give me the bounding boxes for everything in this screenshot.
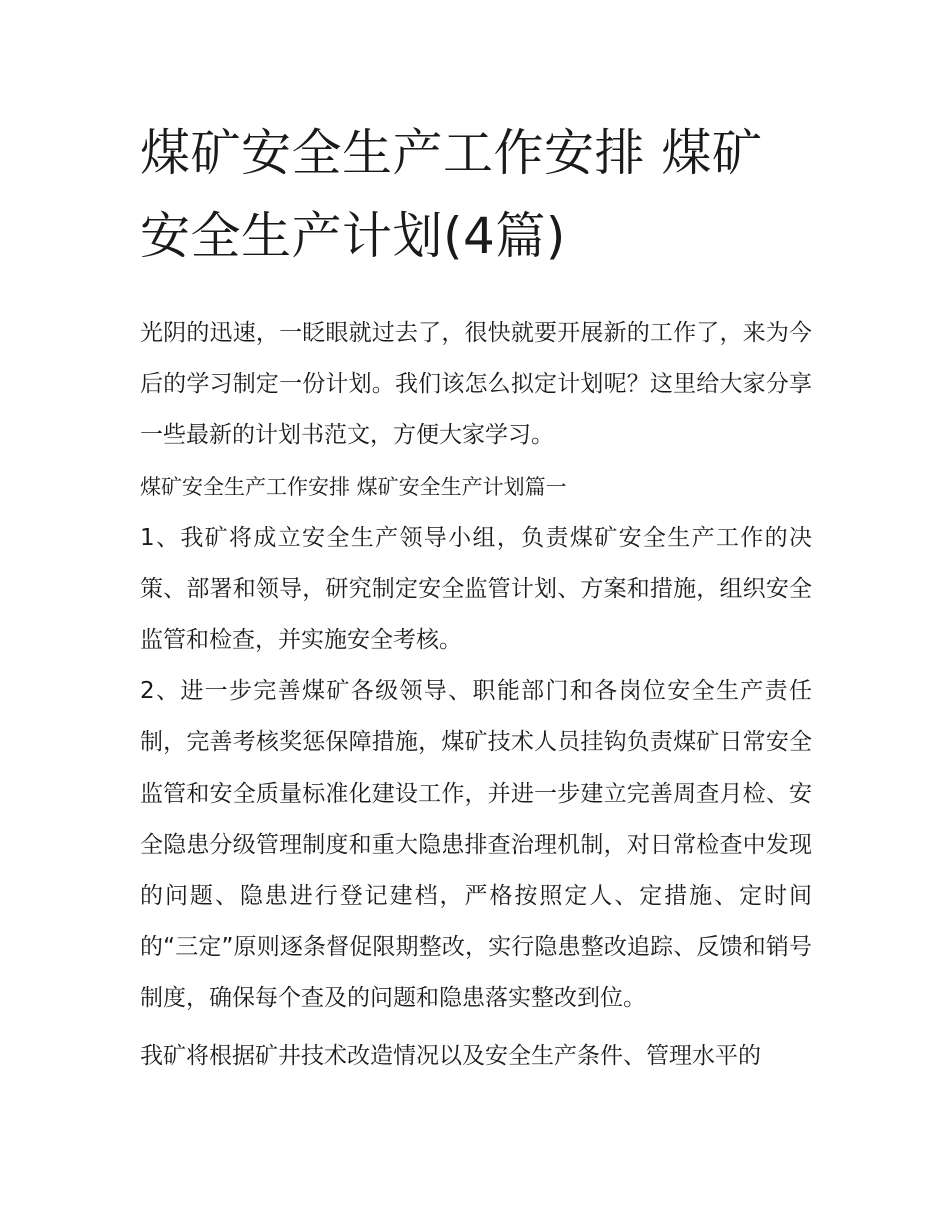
document-body xyxy=(140,112,812,1082)
paragraph-item-2: 2、进一步完善煤矿各级领导、职能部门和各岗位安全生产责任制，完善考核奖惩保障措施，煤矿技术人员挂钩负责煤矿日常安全监管和安全质量标准化建设工作，并进一步建立完善周查月检、安全隐患分级管理制度和重大隐患排查治理机制，对日常检查中发现的问题、隐患进行登记建档，严格按照定人、定措施、定时间的“三定”原则逐条督促限期整改，实行隐患整改追踪、反馈和销号制度，确保每个查及的问题和隐患落实整改到位。 xyxy=(140,678,812,1012)
paragraph-continuation: 我矿将根据矿井技术改造情况以及安全生产条件、管理水平的 xyxy=(140,1042,761,1069)
intro-paragraph: 光阴的迅速，一眨眼就过去了，很快就要开展新的工作了，来为今后的学习制定一份计划。我们该怎么拟定计划呢？这里给大家分享一些最新的计划书范文，方便大家学习。 xyxy=(140,320,812,449)
section-heading: 煤矿安全生产工作安排 煤矿安全生产计划篇一 xyxy=(140,474,567,499)
document-title: 煤矿安全生产工作安排 煤矿安全生产计划(4篇) xyxy=(140,124,763,265)
paragraph-item-1: 1、我矿将成立安全生产领导小组，负责煤矿安全生产工作的决策、部署和领导，研究制定安全监管计划、方案和措施，组织安全监管和检查，并实施安全考核。 xyxy=(140,524,812,654)
